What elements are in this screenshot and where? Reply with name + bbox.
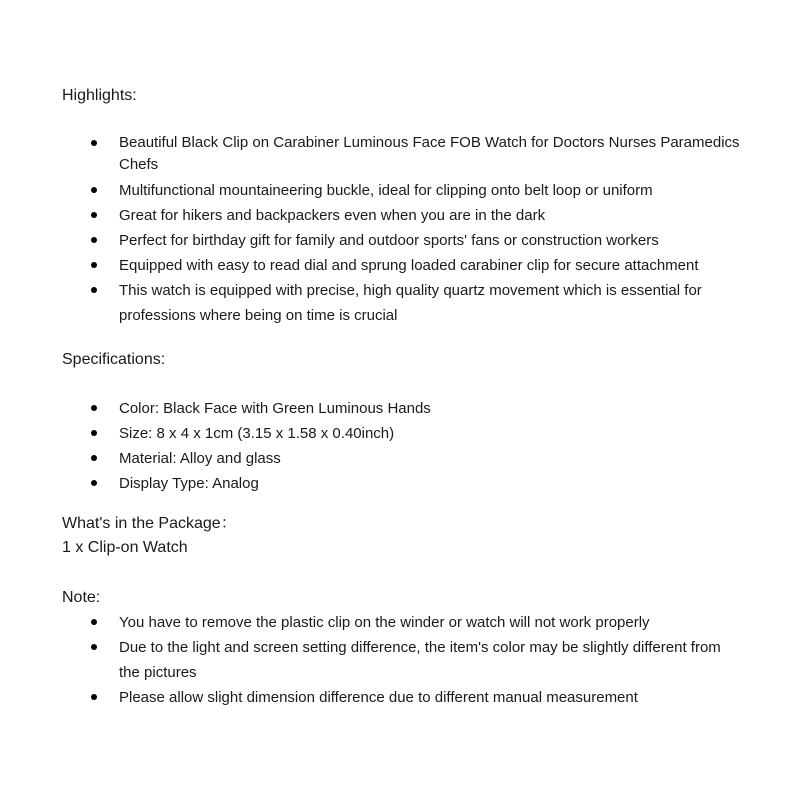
list-item: Please allow slight dimension difference due to different manual measurement bbox=[62, 685, 742, 710]
list-item: Material: Alloy and glass bbox=[62, 446, 742, 471]
list-item: Equipped with easy to read dial and sprung loaded carabiner clip for secure attachment bbox=[62, 253, 742, 278]
list-item: Great for hikers and backpackers even when you are in the dark bbox=[62, 203, 742, 228]
list-item: Size: 8 x 4 x 1cm (3.15 x 1.58 x 0.40inch) bbox=[62, 421, 742, 446]
list-item: Multifunctional mountaineering buckle, ideal for clipping onto belt loop or uniform bbox=[62, 178, 742, 203]
highlights-list bbox=[62, 132, 742, 328]
list-item: Beautiful Black Clip on Carabiner Luminous Face FOB Watch for Doctors Nurses Paramedics Chefs bbox=[62, 132, 742, 176]
list-item: You have to remove the plastic clip on the winder or watch will not work properly bbox=[62, 610, 742, 635]
highlights-heading: Highlights: bbox=[62, 87, 137, 104]
list-item: This watch is equipped with precise, high quality quartz movement which is essential for professions where being on time is crucial bbox=[62, 278, 742, 328]
product-description bbox=[62, 84, 742, 710]
package-contents: 1 x Clip-on Watch bbox=[62, 539, 188, 556]
package-heading: What's in the Package： bbox=[62, 515, 237, 532]
list-item: Due to the light and screen setting difference, the item's color may be slightly different from the pictures bbox=[62, 635, 742, 685]
note-list bbox=[62, 610, 742, 710]
specifications-list bbox=[62, 396, 742, 496]
list-item: Display Type: Analog bbox=[62, 471, 742, 496]
note-heading: Note: bbox=[62, 589, 101, 606]
list-item: Color: Black Face with Green Luminous Hands bbox=[62, 396, 742, 421]
specifications-heading: Specifications: bbox=[62, 351, 166, 368]
list-item: Perfect for birthday gift for family and outdoor sports' fans or construction workers bbox=[62, 228, 742, 253]
